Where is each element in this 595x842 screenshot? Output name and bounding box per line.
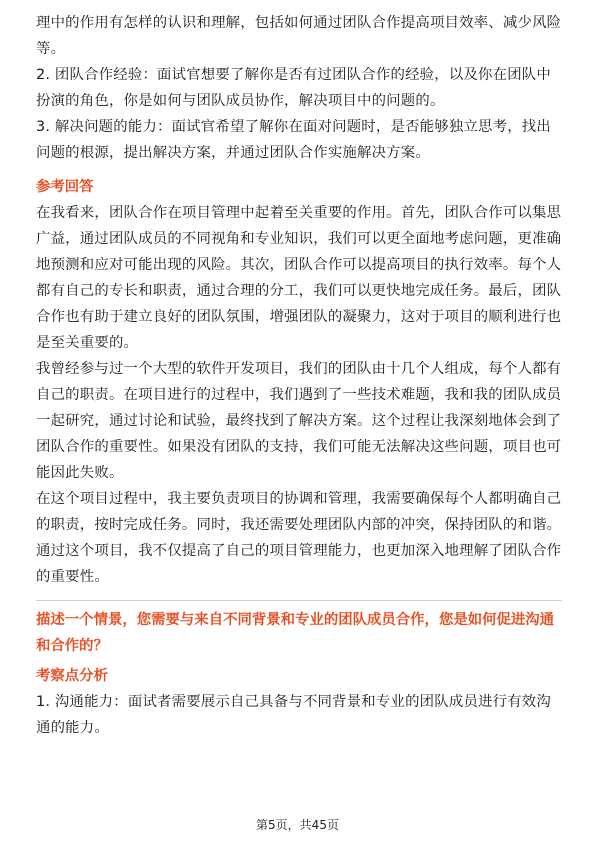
answer-paragraph-3: 在这个项目过程中，我主要负责项目的协调和管理，我需要确保每个人都明确自己的职责，按时完成任务。同时，我还需要处理团队内部的冲突，保持团队的和谐。通过这个项目，我不仅提高了自己的项目管理能力，也更加深入地理解了团队合作的重要性。 (36, 491, 562, 585)
analysis-heading: 考察点分析 (36, 668, 108, 684)
intro-paragraph-tail: 理中的作用有怎样的认识和理解，包括如何通过团队合作提高项目效率、减少风险等。 (36, 15, 562, 57)
section-divider (36, 600, 562, 601)
answer-heading: 参考回答 (36, 179, 94, 195)
analysis-point-2: 2. 团队合作经验：面试官想要了解你是否有过团队合作的经验，以及你在团队中扮演的角色，你是如何与团队成员协作，解决项目中的问题的。 (36, 67, 551, 109)
interview-question: 描述一个情景，您需要与来自不同背景和专业的团队成员合作，您是如何促进沟通和合作的？ (36, 612, 555, 654)
page-footer: 第5页，共45页 (256, 818, 339, 832)
answer-paragraph-1: 在我看来，团队合作在项目管理中起着至关重要的作用。首先，团队合作可以集思广益，通过团队成员的不同视角和专业知识，我们可以更全面地考虑问题，更准确地预测和应对可能出现的风险。其次，团队合作可以提高项目的执行效率。每个人都有自己的专长和职责，通过合理的分工，我们可以更快地完成任务。最后，团队合作也有助于建立良好的团队氛围，增强团队的凝聚力，这对于项目的顺利进行也是至关重要的。 (36, 205, 562, 351)
analysis-point-1: 1. 沟通能力：面试者需要展示自己具备与不同背景和专业的团队成员进行有效沟通的能力。 (36, 694, 551, 736)
page-content (36, 10, 562, 741)
analysis-point-3: 3. 解决问题的能力：面试官希望了解你在面对问题时，是否能够独立思考，找出问题的根源，提出解决方案，并通过团队合作实施解决方案。 (36, 119, 551, 161)
answer-paragraph-2: 我曾经参与过一个大型的软件开发项目，我们的团队由十几个人组成，每个人都有自己的职责。在项目进行的过程中，我们遇到了一些技术难题，我和我的团队成员一起研究，通过讨论和试验，最终找到了解决方案。这个过程让我深刻地体会到了团队合作的重要性。如果没有团队的支持，我们可能无法解决这些问题，项目也可能因此失败。 (36, 361, 562, 481)
